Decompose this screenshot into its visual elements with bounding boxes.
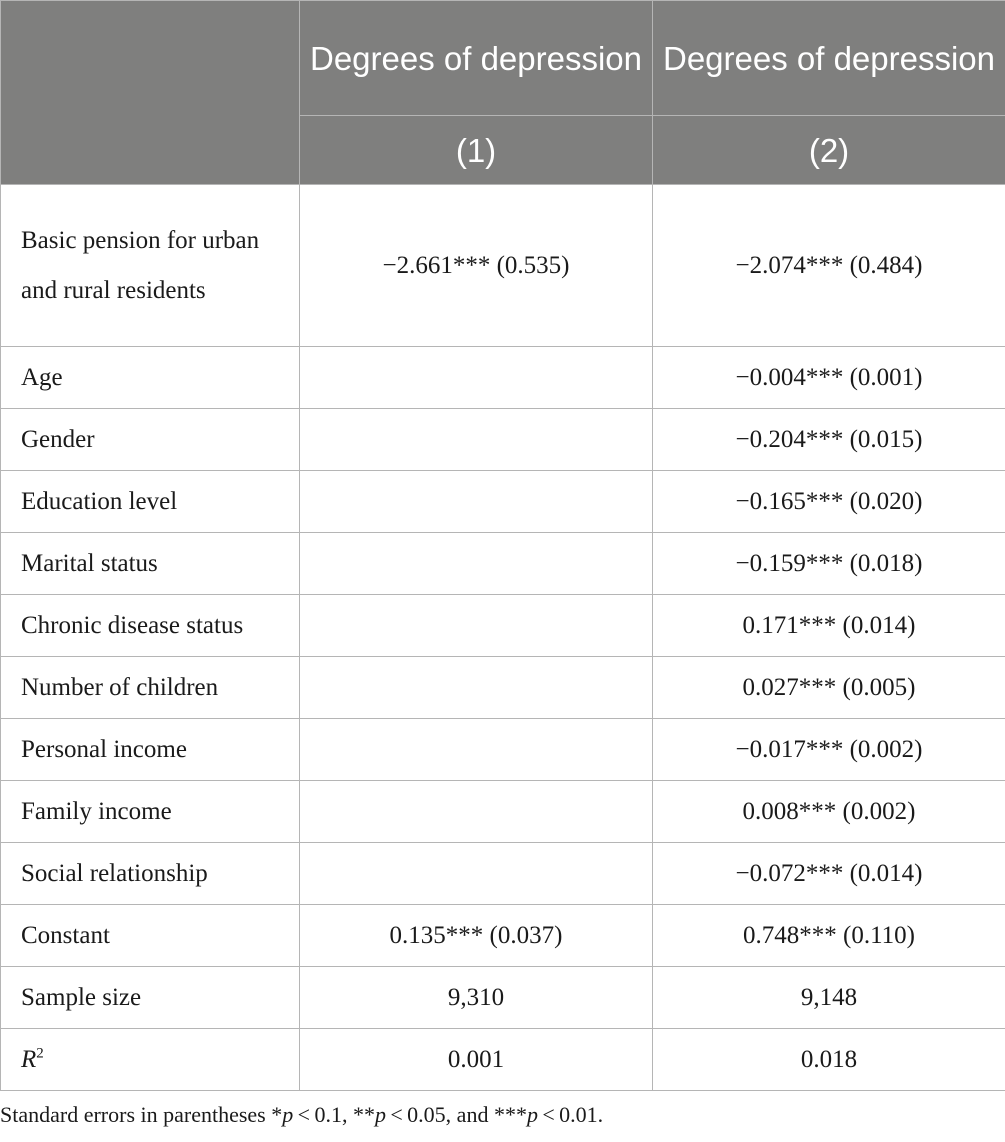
row-label: Basic pension for urban and rural residents	[1, 185, 300, 347]
row-value-col2: 9,148	[653, 967, 1005, 1029]
table-row	[1, 533, 1005, 595]
row-label: Education level	[1, 471, 300, 533]
row-value-col2: −0.017*** (0.002)	[653, 719, 1005, 781]
row-label: Marital status	[1, 533, 300, 595]
row-value-col2: 0.171*** (0.014)	[653, 595, 1005, 657]
footnote-p: p	[282, 1102, 294, 1127]
r-squared-symbol: R	[21, 1045, 37, 1073]
table-row	[1, 409, 1005, 471]
table-row	[1, 347, 1005, 409]
row-value-col1	[300, 595, 653, 657]
row-label: Age	[1, 347, 300, 409]
col1-number: (1)	[300, 116, 653, 185]
col2-number: (2)	[653, 116, 1005, 185]
table-row-r-squared	[1, 1029, 1005, 1091]
row-value-col2: 0.008*** (0.002)	[653, 781, 1005, 843]
row-value-col2: −2.074*** (0.484)	[653, 185, 1005, 347]
footnote-text: < 0.1, **	[293, 1102, 375, 1127]
footnote-text: < 0.01.	[537, 1102, 604, 1127]
table-row	[1, 471, 1005, 533]
row-value-col1	[300, 533, 653, 595]
row-value-col1	[300, 471, 653, 533]
row-label: Number of children	[1, 657, 300, 719]
table-footnote	[0, 1102, 603, 1128]
table-row	[1, 185, 1005, 347]
row-value-col2: −0.004*** (0.001)	[653, 347, 1005, 409]
row-value-col2: −0.159*** (0.018)	[653, 533, 1005, 595]
row-value-col1: −2.661*** (0.535)	[300, 185, 653, 347]
table-row	[1, 657, 1005, 719]
row-value-col1: 9,310	[300, 967, 653, 1029]
footnote-text: < 0.05, and ***	[385, 1102, 527, 1127]
row-value-col1: 0.001	[300, 1029, 653, 1091]
row-value-col1	[300, 657, 653, 719]
header-corner-cell	[1, 1, 300, 185]
table-row	[1, 967, 1005, 1029]
row-label: Gender	[1, 409, 300, 471]
row-value-col2: 0.018	[653, 1029, 1005, 1091]
row-label: Sample size	[1, 967, 300, 1029]
col1-title: Degrees of depression	[300, 1, 653, 116]
row-label: Social relationship	[1, 843, 300, 905]
row-value-col2: 0.748*** (0.110)	[653, 905, 1005, 967]
row-label: Constant	[1, 905, 300, 967]
row-label: Family income	[1, 781, 300, 843]
footnote-p: p	[374, 1102, 386, 1127]
row-value-col2: −0.204*** (0.015)	[653, 409, 1005, 471]
table-row	[1, 905, 1005, 967]
r-squared-exponent: 2	[36, 1045, 44, 1062]
row-value-col1	[300, 347, 653, 409]
table-row	[1, 719, 1005, 781]
row-value-col1	[300, 409, 653, 471]
table-row	[1, 843, 1005, 905]
row-value-col1	[300, 719, 653, 781]
row-value-col1: 0.135*** (0.037)	[300, 905, 653, 967]
col2-title: Degrees of depression	[653, 1, 1005, 116]
row-label: Chronic disease status	[1, 595, 300, 657]
row-value-col2: −0.072*** (0.014)	[653, 843, 1005, 905]
row-value-col2: 0.027*** (0.005)	[653, 657, 1005, 719]
footnote-p: p	[526, 1102, 538, 1127]
row-label	[1, 1029, 300, 1091]
row-value-col1	[300, 781, 653, 843]
table-row	[1, 595, 1005, 657]
row-label: Personal income	[1, 719, 300, 781]
row-value-col2: −0.165*** (0.020)	[653, 471, 1005, 533]
row-value-col1	[300, 843, 653, 905]
footnote-text: Standard errors in parentheses *	[0, 1102, 283, 1127]
table-row	[1, 781, 1005, 843]
